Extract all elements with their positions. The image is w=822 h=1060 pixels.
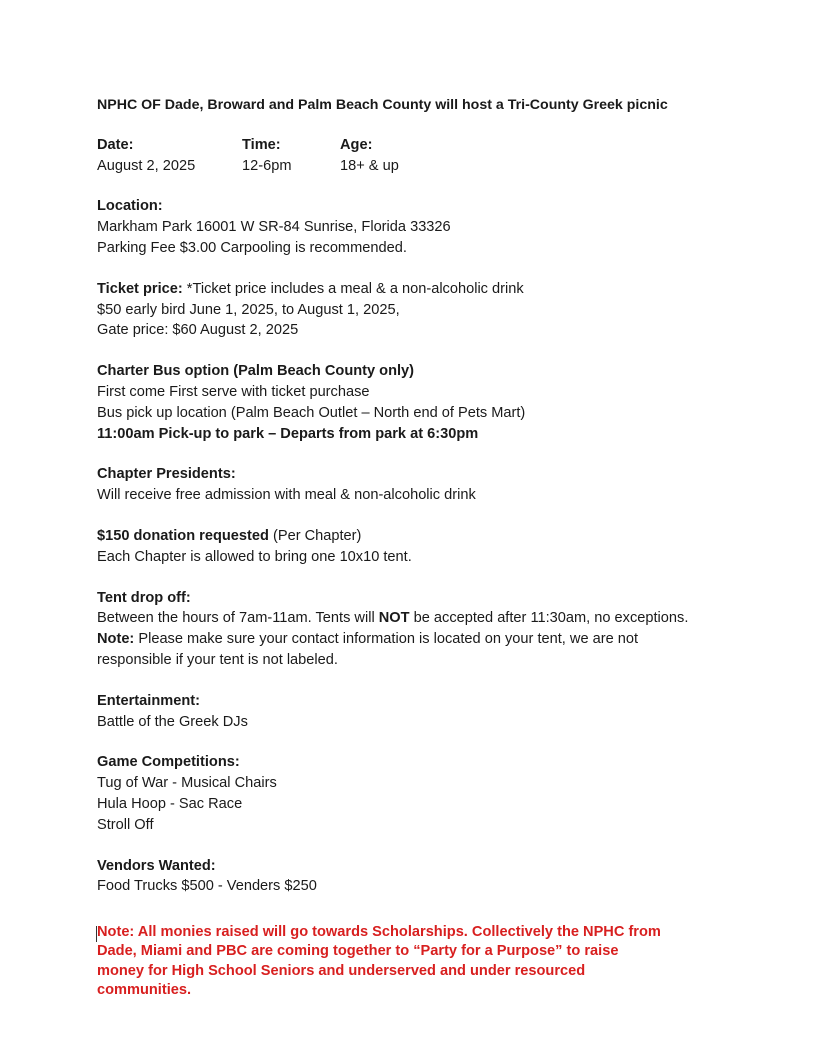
tent-hours — [97, 608, 787, 629]
tent-label: Tent drop off: — [97, 589, 191, 606]
date-label: Date: — [97, 136, 134, 153]
games-item: Hula Hoop - Sac Race — [97, 795, 243, 812]
entertainment-label: Entertainment: — [97, 692, 200, 709]
presidents-section — [97, 464, 787, 506]
tent-note-line — [97, 629, 787, 650]
donation-label: $150 donation requested — [97, 527, 269, 544]
vendors-section — [97, 856, 787, 898]
location-address: Markham Park 16001 W SR-84 Sunrise, Florida 33326 — [97, 219, 451, 236]
donation-section — [97, 526, 787, 568]
age-value: 18+ & up — [340, 157, 399, 174]
tent-text-bold: NOT — [378, 610, 410, 627]
closing-note-line-1: Note: All monies raised will go towards Scholarships. Collectively the NPHC from — [97, 924, 661, 940]
bus-line-3: 11:00am Pick-up to park – Departs from park at 6:30pm — [97, 425, 479, 442]
time-column — [242, 135, 340, 177]
ticket-line — [97, 279, 787, 300]
bus-label: Charter Bus option (Palm Beach County only) — [97, 363, 415, 380]
ticket-gate-price: Gate price: $60 August 2, 2025 — [97, 322, 299, 339]
entertainment-section — [97, 691, 787, 733]
games-item: Tug of War - Musical Chairs — [97, 775, 277, 792]
date-column — [97, 135, 242, 177]
closing-note-line-4: communities. — [97, 981, 192, 998]
event-details — [97, 135, 787, 177]
text-cursor — [96, 926, 97, 942]
tent-text-a: Between the hours of 7am-11am. Tents will — [97, 610, 379, 627]
age-column — [340, 135, 460, 177]
vendors-label: Vendors Wanted: — [97, 857, 216, 874]
games-section — [97, 752, 787, 835]
ticket-section — [97, 279, 787, 341]
bus-line-1: First come First serve with ticket purchase — [97, 383, 370, 400]
bus-line-2: Bus pick up location (Palm Beach Outlet – North end of Pets Mart) — [97, 404, 526, 421]
bus-section — [97, 361, 787, 444]
tent-note-label: Note: — [97, 631, 135, 648]
age-label: Age: — [340, 136, 373, 153]
time-label: Time: — [242, 136, 281, 153]
entertainment-text: Battle of the Greek DJs — [97, 713, 248, 730]
closing-note — [97, 923, 757, 1000]
tent-note-b: responsible if your tent is not labeled. — [97, 651, 338, 668]
document-title: NPHC OF Dade, Broward and Palm Beach County will host a Tri-County Greek picnic — [97, 97, 668, 113]
tent-note-a: Please make sure your contact information is located on your tent, we are not — [134, 631, 639, 648]
closing-note-line-3: money for High School Seniors and underserved and under resourced — [97, 962, 586, 979]
donation-line — [97, 526, 787, 547]
tent-text-b: be accepted after 11:30am, no exceptions. — [409, 610, 689, 627]
closing-note-line-2: Dade, Miami and PBC are coming together to “Party for a Purpose” to raise — [97, 943, 619, 960]
parking-info: Parking Fee $3.00 Carpooling is recommended. — [97, 239, 407, 256]
document-body — [97, 95, 787, 917]
tent-section — [97, 588, 787, 671]
donation-text: Each Chapter is allowed to bring one 10x10 tent. — [97, 548, 412, 565]
presidents-text: Will receive free admission with meal & non-alcoholic drink — [97, 487, 476, 504]
presidents-label: Chapter Presidents: — [97, 466, 236, 483]
time-value: 12-6pm — [242, 157, 292, 174]
games-item: Stroll Off — [97, 816, 154, 833]
vendors-text: Food Trucks $500 - Venders $250 — [97, 878, 317, 895]
location-section — [97, 196, 787, 258]
location-label: Location: — [97, 198, 163, 215]
donation-suffix: (Per Chapter) — [268, 527, 362, 544]
ticket-note: *Ticket price includes a meal & a non-alcoholic drink — [182, 280, 524, 297]
games-label: Game Competitions: — [97, 754, 240, 771]
date-value: August 2, 2025 — [97, 157, 196, 174]
ticket-early-bird: $50 early bird June 1, 2025, to August 1, 2025, — [97, 301, 400, 318]
ticket-label: Ticket price: — [97, 280, 183, 297]
